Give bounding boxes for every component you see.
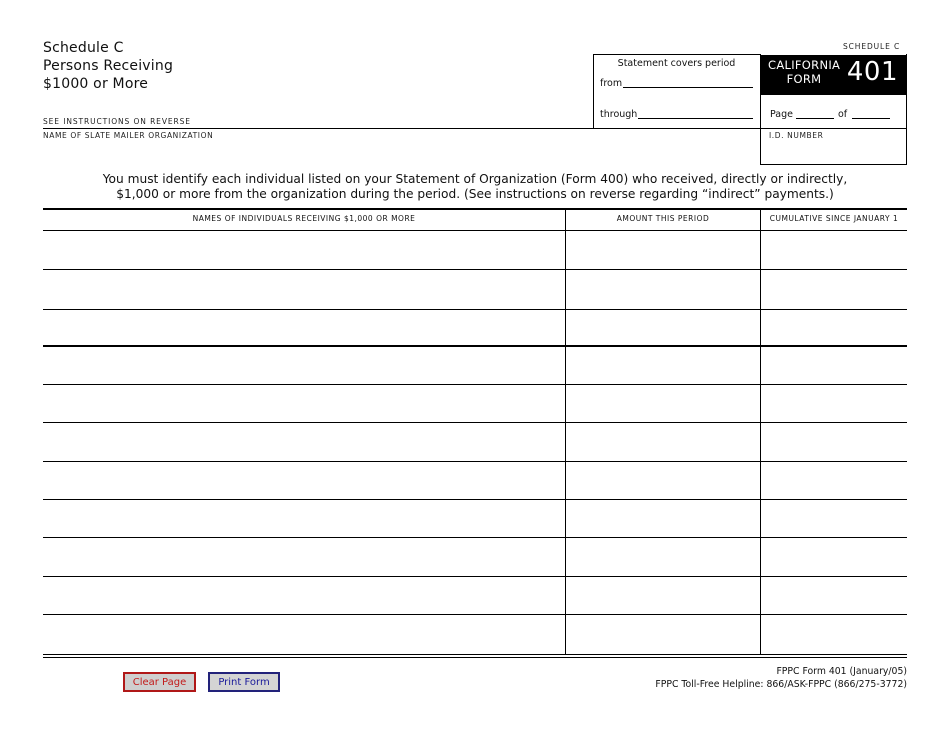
clear-page-button[interactable]: Clear Page [123,672,196,692]
amount-cell[interactable] [566,500,760,537]
from-label: from [600,78,623,89]
table-row [43,462,907,499]
table-top-border [43,208,907,210]
table-row [43,577,907,614]
schedule-tag: SCHEDULE C [843,42,901,51]
title-line-2: Persons Receiving [43,58,174,74]
form-footer [655,665,907,691]
amount-cell[interactable] [566,270,760,309]
name-cell[interactable] [43,500,565,537]
table-row [43,346,907,384]
badge-line-1: CALIFORNIA [768,58,841,72]
name-cell[interactable] [43,310,565,345]
amount-cell[interactable] [566,423,760,461]
badge-line-2: FORM [786,71,822,86]
column-header-cumulative: CUMULATIVE SINCE JANUARY 1 [769,214,899,223]
amount-cell[interactable] [566,538,760,576]
print-form-button[interactable]: Print Form [208,672,280,692]
column-header-names: NAMES OF INDIVIDUALS RECEIVING $1,000 OR MORE [192,214,416,223]
name-cell[interactable] [43,270,565,309]
badge-form-number: 401 [846,57,898,87]
cumulative-cell[interactable] [761,231,907,269]
through-label: through [600,109,638,120]
amount-cell[interactable] [566,385,760,422]
table-row [43,270,907,309]
amount-cell[interactable] [566,577,760,614]
table-bottom-border [43,654,907,655]
of-label: of [838,109,848,120]
cumulative-cell[interactable] [761,310,907,345]
period-heading: Statement covers period [617,58,736,69]
org-row-top-border [43,128,907,129]
cumulative-cell[interactable] [761,500,907,537]
name-cell[interactable] [43,615,565,654]
amount-cell[interactable] [566,462,760,499]
name-cell[interactable] [43,462,565,499]
footer-form-version: FPPC Form 401 (January/05) [776,666,907,677]
name-cell[interactable] [43,423,565,461]
id-number-label: I.D. NUMBER [769,131,824,140]
table-row [43,385,907,422]
table-row [43,310,907,345]
cumulative-cell[interactable] [761,577,907,614]
see-instructions-note: SEE INSTRUCTIONS ON REVERSE [43,117,191,126]
page-label: Page [770,109,793,120]
table-bottom-border-2 [43,657,907,658]
title-line-3: $1000 or More [43,76,149,92]
name-cell[interactable] [43,538,565,576]
notice-line-2: $1,000 or more from the organization during the period. (See instructions on reverse regarding “indirect” payments.) [116,186,834,201]
cumulative-cell[interactable] [761,462,907,499]
id-box-bottom-border [760,164,907,165]
name-cell[interactable] [43,231,565,269]
cumulative-cell[interactable] [761,615,907,654]
name-cell[interactable] [43,346,565,384]
table-row [43,538,907,576]
amount-cell[interactable] [566,310,760,345]
id-number-field[interactable] [762,140,905,162]
table-row [43,423,907,461]
badge-caption [768,59,840,86]
org-name-field[interactable] [43,140,759,162]
through-date-field[interactable] [638,118,753,119]
instructions-notice [43,172,907,201]
table-row [43,500,907,537]
cumulative-cell[interactable] [761,346,907,384]
cumulative-cell[interactable] [761,385,907,422]
form-number-badge [760,55,907,95]
name-cell[interactable] [43,385,565,422]
name-cell[interactable] [43,577,565,614]
footer-helpline: FPPC Toll-Free Helpline: 866/ASK-FPPC (866/275-3772) [655,679,907,690]
table-row [43,615,907,654]
amount-cell[interactable] [566,615,760,654]
id-box-left-border [760,54,761,165]
org-name-label: NAME OF SLATE MAILER ORGANIZATION [43,131,214,140]
table-row [43,231,907,269]
title-line-1: Schedule C [43,40,124,56]
column-header-amount: AMOUNT THIS PERIOD [616,214,710,223]
cumulative-cell[interactable] [761,423,907,461]
id-box-right-border [906,54,907,165]
page-number-field[interactable] [796,118,834,119]
notice-line-1: You must identify each individual listed on your Statement of Organization (Form 400) who received, directly or indirectly, [102,172,848,186]
period-box-top-border [593,54,760,55]
amount-cell[interactable] [566,231,760,269]
amount-cell[interactable] [566,346,760,384]
cumulative-cell[interactable] [761,270,907,309]
page-total-field[interactable] [852,118,890,119]
cumulative-cell[interactable] [761,538,907,576]
form-title [43,39,173,93]
from-date-field[interactable] [623,87,753,88]
